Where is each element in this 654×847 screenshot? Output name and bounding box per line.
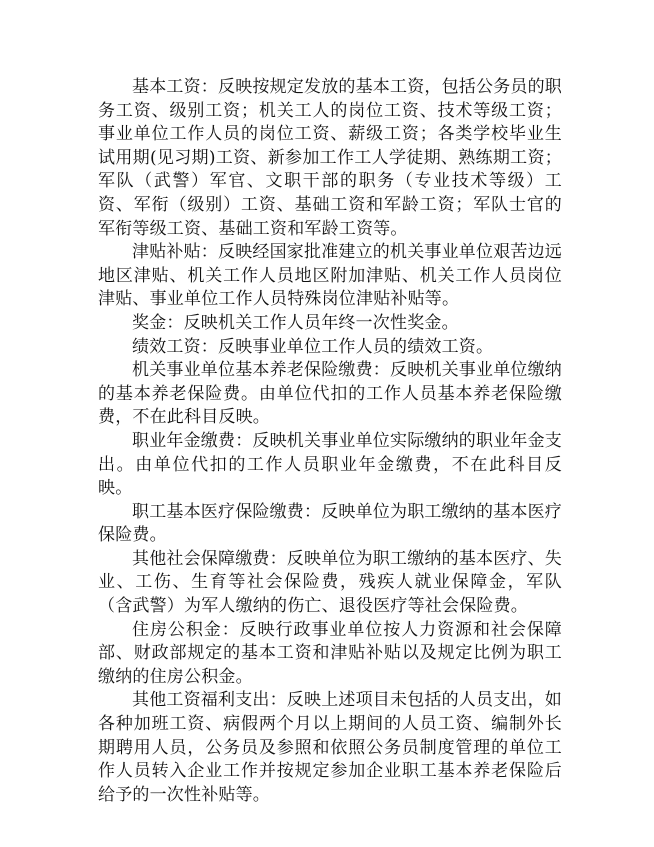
- paragraph-other-social-security: 其他社会保障缴费：反映单位为职工缴纳的基本医疗、失业、工伤、生育等社会保险费，残疾人就业保障金，军队（含武警）为军人缴纳的伤亡、退役医疗等社会保险费。: [98, 548, 562, 617]
- paragraph-housing-fund: 住房公积金：反映行政事业单位按人力资源和社会保障部、财政部规定的基本工资和津贴补贴以及规定比例为职工缴纳的住房公积金。: [98, 619, 562, 687]
- paragraph-pension-insurance: 机关事业单位基本养老保险缴费：反映机关事业单位缴纳的基本养老保险费。由单位代扣的工作人员基本养老保险缴费，不在此科目反映。: [98, 360, 562, 428]
- paragraph-basic-salary: 基本工资：反映按规定发放的基本工资，包括公务员的职务工资、级别工资；机关工人的岗位工资、技术等级工资；事业单位工作人员的岗位工资、薪级工资；各类学校毕业生试用期(见习期)工资、新参加工作工人学徒期、熟练期工资；军队（武警）军官、文职干部的职务（专业技术等级）工资、军衔（级别）工资、基础工资和军龄工资；军队士官的军衔等级工资、基础工资和军龄工资等。: [98, 77, 562, 239]
- paragraph-other-welfare: 其他工资福利支出：反映上述项目未包括的人员支出，如各种加班工资、病假两个月以上期间的人员工资、编制外长期聘用人员，公务员及参照和依照公务员制度管理的单位工作人员转入企业工作并按规定参加企业职工基本养老保险后给予的一次性补贴等。: [98, 690, 562, 805]
- document-body: [98, 76, 562, 807]
- paragraph-performance-pay: 绩效工资：反映事业单位工作人员的绩效工资。: [132, 336, 494, 357]
- paragraph-bonus: 奖金：反映机关工作人员年终一次性奖金。: [132, 312, 459, 333]
- paragraph-occupational-annuity: 职业年金缴费：反映机关事业单位实际缴纳的职业年金支出。由单位代扣的工作人员职业年金缴费，不在此科目反映。: [98, 430, 562, 499]
- paragraph-allowances: 津贴补贴：反映经国家批准建立的机关事业单位艰苦边远地区津贴、机关工作人员地区附加津贴、机关工作人员岗位津贴、事业单位工作人员特殊岗位津贴补贴等。: [98, 242, 562, 310]
- paragraph-medical-insurance: 职工基本医疗保险缴费：反映单位为职工缴纳的基本医疗保险费。: [98, 501, 562, 546]
